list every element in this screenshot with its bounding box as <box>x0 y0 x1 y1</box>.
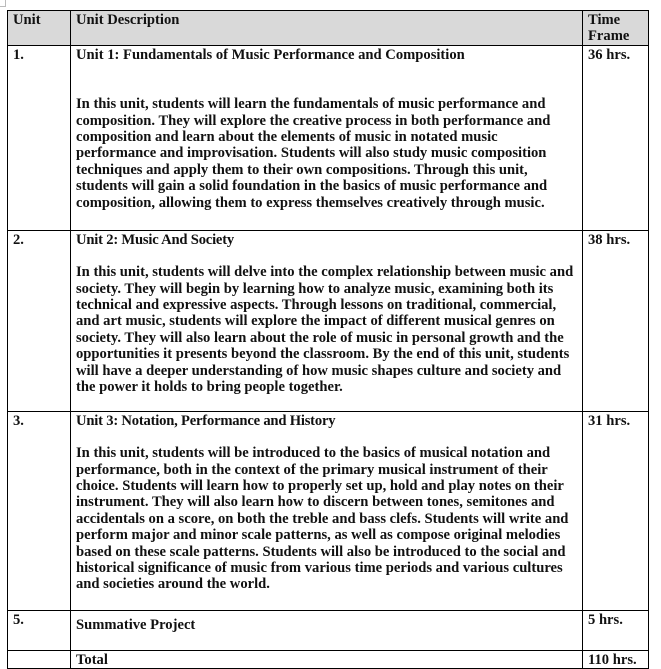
unit-title: Unit 1: Fundamentals of Music Performance and Composition <box>76 46 465 63</box>
unit-description: In this unit, students will delve into the complex relationship between music and society. They will begin by learning how to analyze music, examining both its technical and expressive aspects. Through lessons on traditional, commercial, and art music, students will explore the impact of different musical genres on society. They will also learn about the role of music in personal growth and the opportunities it presents beyond the classroom. By the end of this unit, students will have a deeper understanding of how music shapes culture and society and the power it holds to bring people together. <box>76 264 574 396</box>
unit-description: In this unit, students will learn the fundamentals of music performance and composition. They will explore the creative process in both performance and composition and learn about the elements of music in notated music performance and improvisation. Students will also study music composition techniques and apply them to their own compositions. Through this unit, students will gain a solid foundation in the basics of music performance and composition, allowing them to express themselves creatively through music. <box>76 96 551 211</box>
header-unit: Unit <box>8 11 71 46</box>
table-row <box>8 610 649 650</box>
unit-schedule-table <box>7 10 649 669</box>
unit-time-frame: 38 hrs. <box>583 230 649 411</box>
unit-number: 1. <box>8 45 71 230</box>
unit-number: 2. <box>8 230 71 411</box>
unit-description-cell <box>71 411 583 610</box>
page-corner-mark <box>0 0 6 7</box>
total-row <box>8 650 649 668</box>
total-label: Total <box>71 650 583 668</box>
header-unit-description: Unit Description <box>71 11 583 46</box>
summative-project-label: Summative Project <box>76 616 196 633</box>
unit-time-frame: 31 hrs. <box>583 411 649 610</box>
header-time-frame: Time Frame <box>583 11 649 46</box>
unit-time-frame: 5 hrs. <box>583 610 649 650</box>
table-row <box>8 45 649 230</box>
unit-description-cell <box>71 610 583 650</box>
unit-description: In this unit, students will be introduced to the basics of musical notation and performance, both in the context of the primary musical instrument of their choice. Students will learn how to properly set up, hold and play notes on their instrument. They will also learn how to discern between tones, semitones and accidentals on a score, on both the treble and bass clefs. Students will write and perform major and minor scale patterns, as well as compose original melodies based on these scale patterns. Students will also be introduced to the social and historical significance of music from various time periods and various cultures and societies around the world. <box>76 445 569 593</box>
unit-description-cell <box>71 45 583 230</box>
unit-title: Unit 3: Notation, Performance and History <box>76 412 336 429</box>
unit-number: 3. <box>8 411 71 610</box>
unit-description-cell <box>71 230 583 411</box>
table-row <box>8 411 649 610</box>
total-time: 110 hrs. <box>583 650 649 668</box>
unit-number: 5. <box>8 610 71 650</box>
unit-title: Unit 2: Music And Society <box>76 231 234 248</box>
table-header-row <box>8 11 649 46</box>
table-row <box>8 230 649 411</box>
total-unit-empty <box>8 650 71 668</box>
unit-time-frame: 36 hrs. <box>583 45 649 230</box>
